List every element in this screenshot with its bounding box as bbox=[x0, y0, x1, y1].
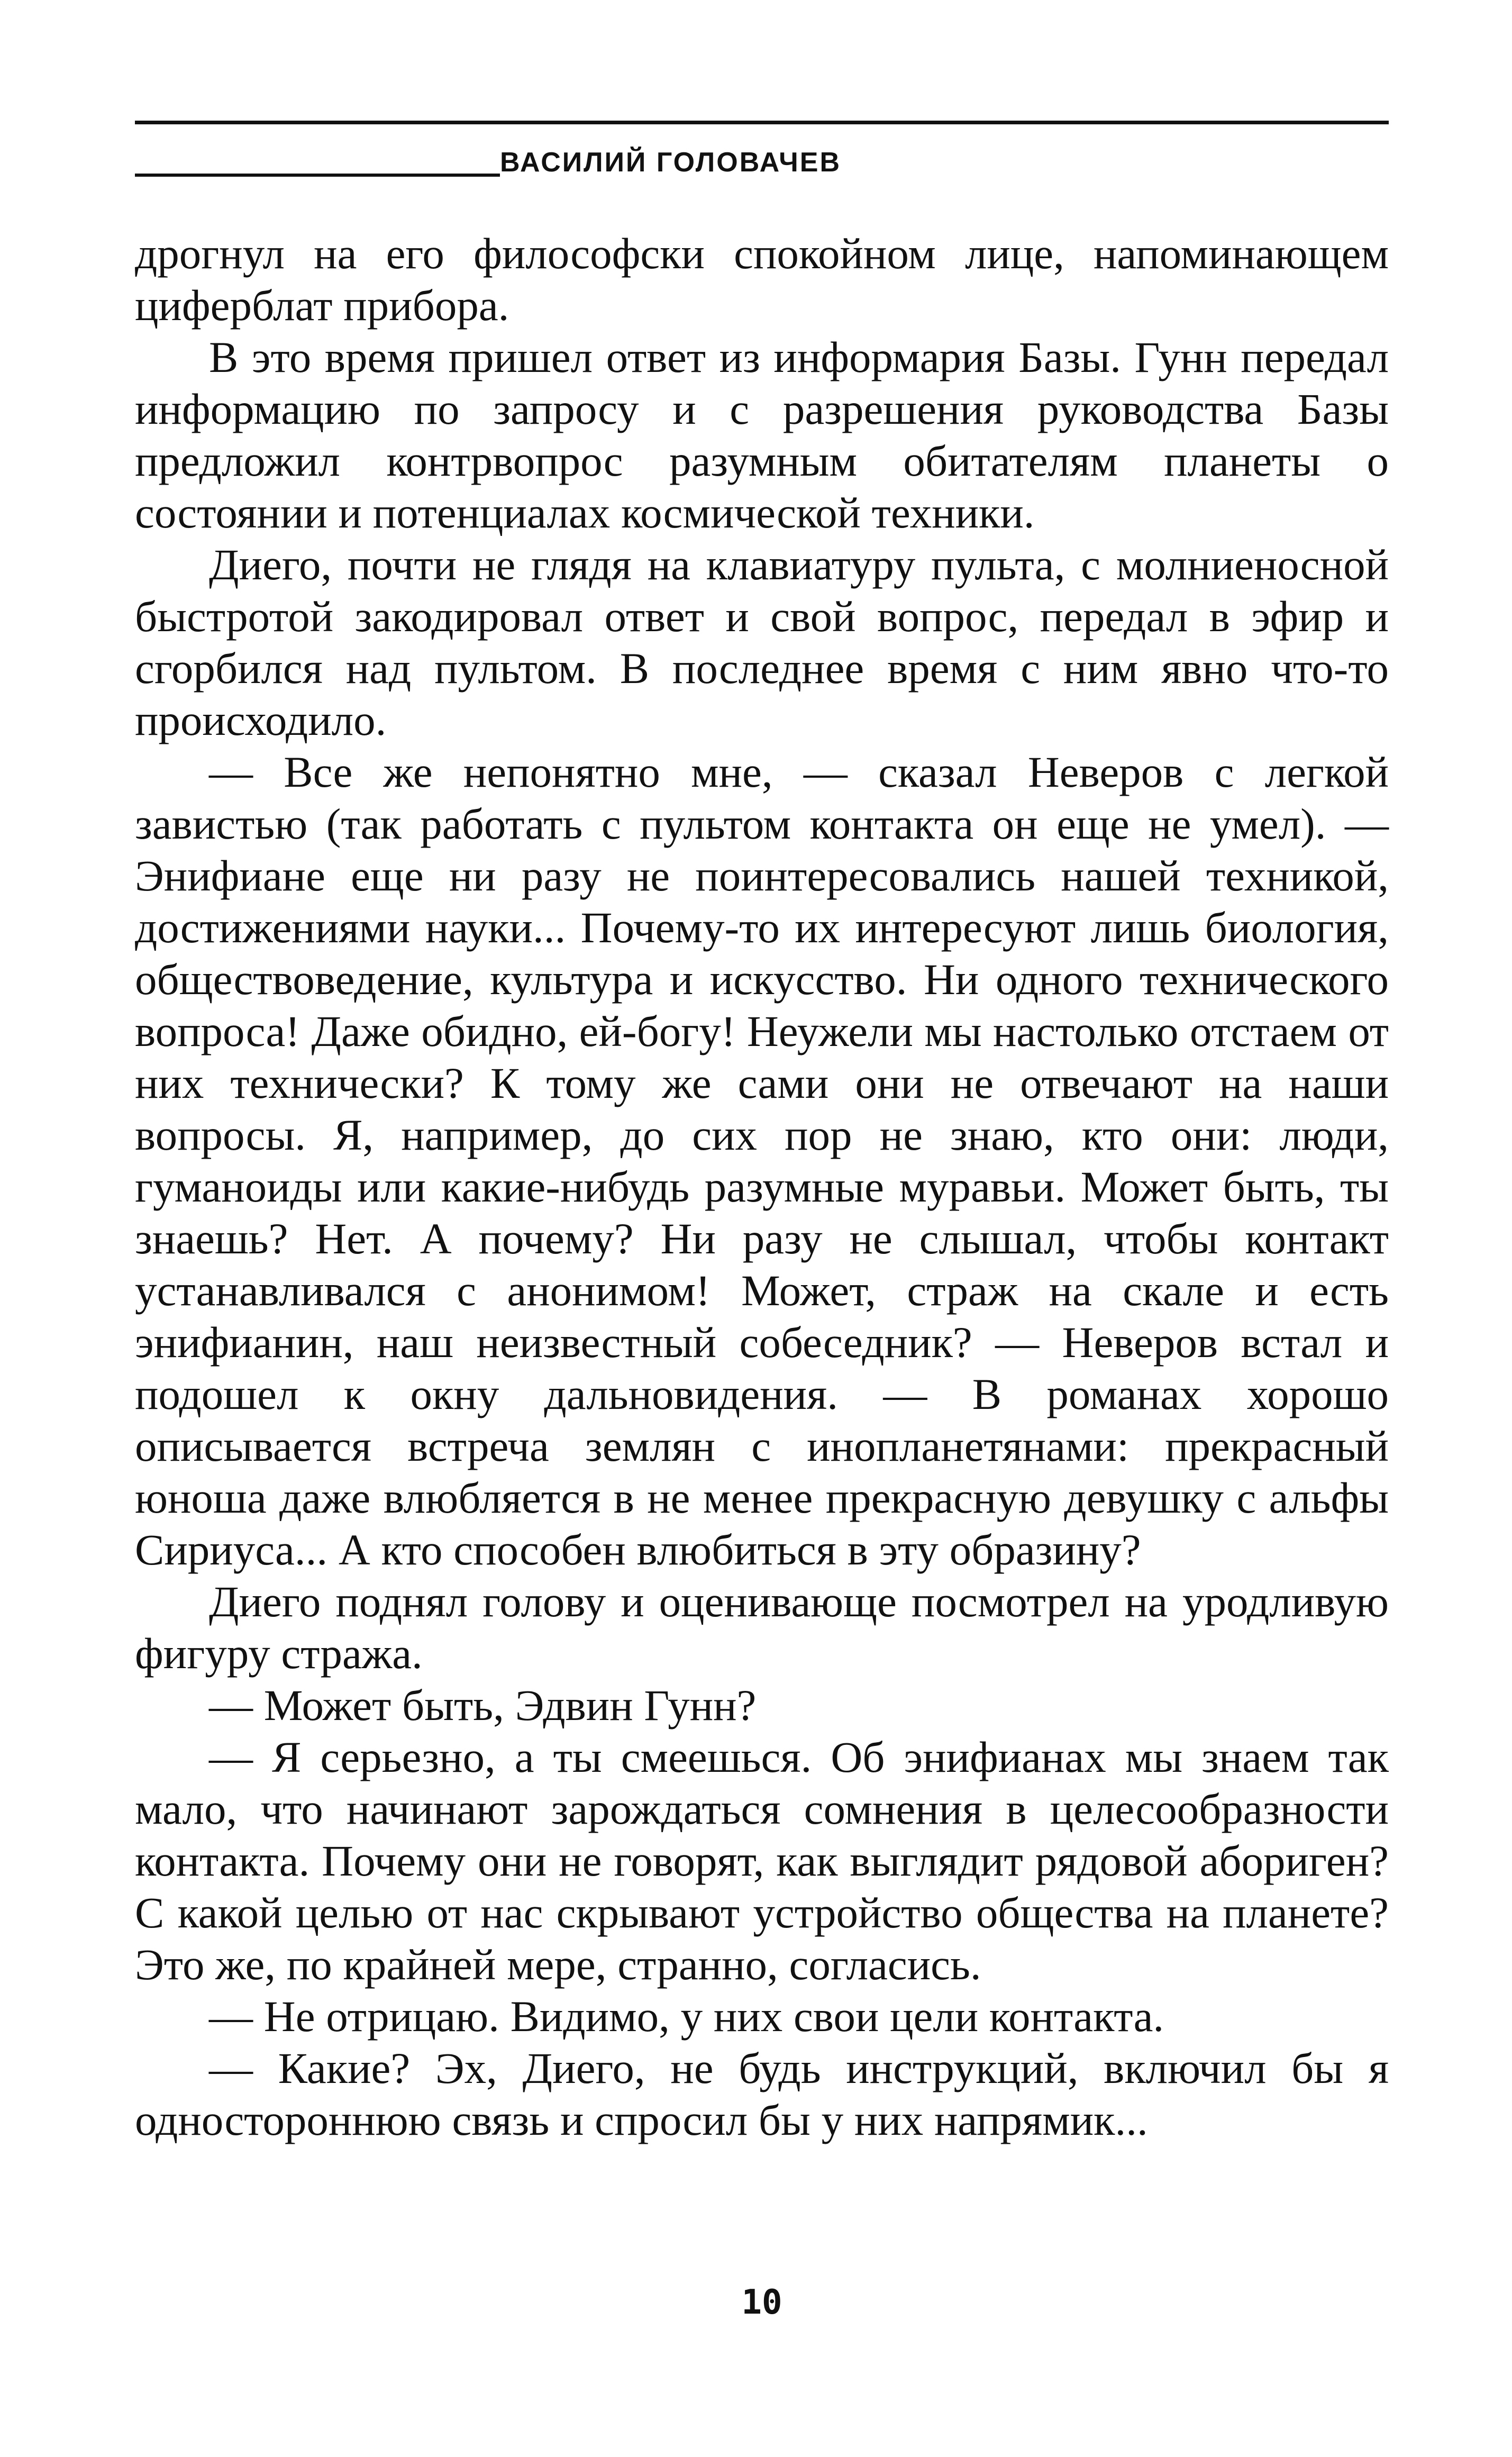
header-rule-left bbox=[135, 174, 500, 177]
paragraph-3: Диего, почти не глядя на клавиатуру пульта, с молниеносной быстротой закодировал ответ и свой вопрос, передал в эфир и сгорбился над пультом. В последнее время с ним явно что-то происходило. bbox=[135, 540, 1389, 744]
page-number: 10 bbox=[741, 2283, 782, 2322]
body-text bbox=[135, 228, 1389, 2146]
running-head-author: ВАСИЛИЙ ГОЛОВАЧЕВ bbox=[500, 147, 842, 178]
paragraph-7: — Я серьезно, а ты смеешься. Об энифианах мы знаем так мало, что начинают зарождаться сомнения в целесообразности контакта. Почему они не говорят, как выглядит рядовой абориген? С какой целью от нас скрывают устройство общества на планете? Это же, по крайней мере, странно, согласись. bbox=[135, 1733, 1389, 1989]
page-header bbox=[135, 121, 1389, 184]
paragraph-6: — Может быть, Эдвин Гунн? bbox=[209, 1681, 757, 1730]
paragraph-5: Диего поднял голову и оценивающе посмотрел на уродливую фигуру стража. bbox=[135, 1577, 1389, 1678]
paragraph-9: — Какие? Эх, Диего, не будь инструкций, включил бы я одностороннюю связь и спросил бы у них напрямик... bbox=[135, 2044, 1389, 2144]
paragraph-4: — Все же непонятно мне, — сказал Неверов с легкой завистью (так работать с пультом контакта он еще не умел). — Энифиане еще ни разу не поинтересовались нашей техникой, достижениями науки... Почему-то их интересуют лишь биология, обществоведение, культура и искусство. Ни одного технического вопроса! Даже обидно, ей-богу! Неужели мы настолько отстаем от них технически? К тому же сами они не отвечают на наши вопросы. Я, например, до сих пор не знаю, кто они: люди, гуманоиды или какие-нибудь разумные муравьи. Может быть, ты знаешь? Нет. А почему? Ни разу не слышал, чтобы контакт устанавливался с анонимом! Может, страж на скале и есть энифианин, наш неизвестный собеседник? — Неверов встал и подошел к окну дальновидения. — В романах хорошо описывается встреча землян с инопланетянами: прекрасный юноша даже влюбляется в не менее прекрасную девушку с альфы Сириуса... А кто способен влюбиться в эту образину? bbox=[135, 748, 1389, 1574]
book-page bbox=[135, 0, 1389, 2457]
header-rule-top bbox=[135, 121, 1389, 124]
paragraph-2: В это время пришел ответ из информария Базы. Гунн передал информацию по запросу и с разрешения руководства Базы предложил контрвопрос разумным обитателям планеты о состоянии и потенциалах космической техники. bbox=[135, 333, 1389, 537]
paragraph-8: — Не отрицаю. Видимо, у них свои цели контакта. bbox=[209, 1992, 1164, 2041]
paragraph-1: дрогнул на его философски спокойном лице, напоминающем циферблат прибора. bbox=[135, 229, 1389, 330]
